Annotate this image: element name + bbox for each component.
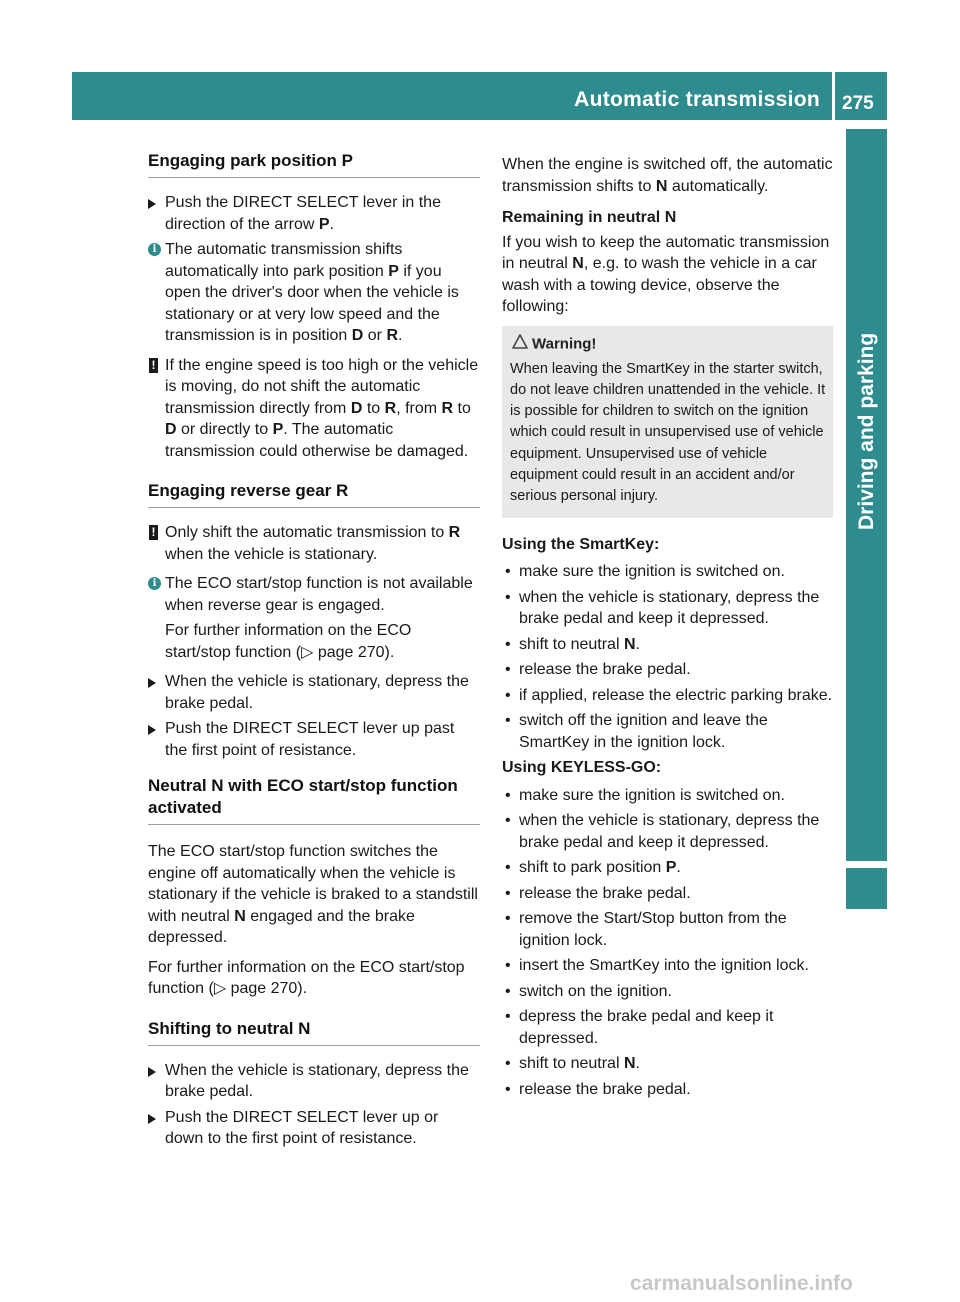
bullet-icon: •: [505, 686, 511, 704]
list-item: • release the brake pedal.: [502, 1079, 833, 1101]
para-remain-neutral: If you wish to keep the automatic transmission in neutral N, e.g. to wash the vehicle in a car wash with a towing device, observe the following:: [502, 233, 830, 315]
bullet-icon: •: [505, 1008, 511, 1026]
bullet-icon: •: [505, 786, 511, 804]
warning-heading: Warning!: [510, 334, 826, 355]
bullet-icon: •: [505, 812, 511, 830]
para-engine-off: When the engine is switched off, the automatic transmission shifts to N automatically.: [502, 156, 833, 195]
right-column: [502, 150, 833, 1104]
bullet-icon: •: [505, 957, 511, 975]
heading-neutral-eco: Neutral N with ECO start/stop function activated: [148, 775, 480, 825]
bullet-icon: •: [505, 563, 511, 581]
subheading-smartkey: Using the SmartKey:: [502, 535, 660, 553]
list-item: • switch on the ignition.: [502, 981, 833, 1003]
header-divider: [832, 72, 835, 120]
exclamation-icon: !: [149, 358, 158, 373]
para-eco-1: The ECO start/stop function switches the engine off automatically when the vehicle is stationary if the vehicle is braked to a standstill with neutral N engaged and the brake depressed.: [148, 843, 478, 946]
arrow-right-icon: [148, 1067, 156, 1077]
page-title: Automatic transmission: [574, 88, 820, 111]
arrow-right-icon: [148, 725, 156, 735]
subheading-keyless-go: Using KEYLESS-GO:: [502, 759, 662, 777]
list-item: • switch off the ignition and leave the SmartKey in the ignition lock.: [505, 712, 768, 751]
list-item: • shift to neutral N.: [502, 634, 833, 656]
arrow-right-icon: [148, 678, 156, 688]
step-park-1: Push the DIRECT SELECT lever in the direction of the arrow P.: [148, 192, 480, 235]
list-item: • make sure the ignition is switched on.: [502, 561, 833, 583]
list-item: • insert the SmartKey into the ignition lock.: [502, 955, 833, 977]
step-neutral-2: Push the DIRECT SELECT lever up or down to the first point of resistance.: [148, 1107, 480, 1150]
list-item: • when the vehicle is stationary, depress the brake pedal and keep it depressed.: [505, 588, 820, 628]
list-item: • shift to neutral N.: [502, 1053, 833, 1075]
bullet-icon: •: [505, 635, 511, 653]
step-neutral-1: When the vehicle is stationary, depress the brake pedal.: [148, 1060, 480, 1103]
bullet-icon: •: [505, 859, 511, 877]
list-item: • when the vehicle is stationary, depress the brake pedal and keep it depressed.: [505, 812, 820, 851]
side-tab-marker: [846, 868, 887, 909]
warning-triangle-icon: [512, 334, 532, 355]
heading-park-position: Engaging park position P: [148, 150, 480, 178]
heading-shift-neutral: Shifting to neutral N: [148, 1018, 480, 1046]
info-icon: i: [148, 577, 161, 590]
step-reverse-2: Push the DIRECT SELECT lever up past the first point of resistance.: [148, 718, 480, 761]
side-tab-label: Driving and parking: [855, 332, 878, 530]
arrow-right-icon: [148, 199, 156, 209]
caution-note-park: ! If the engine speed is too high or the vehicle is moving, do not shift the automatic transmission directly from D to R, from R to D or directly to P. The automatic transmission could otherwise be damaged.: [148, 355, 480, 463]
list-item: • if applied, release the electric parking brake.: [502, 685, 833, 707]
bullet-icon: •: [505, 588, 511, 606]
bullet-icon: •: [505, 910, 511, 928]
list-item: • shift to park position P.: [502, 857, 833, 879]
bullet-icon: •: [505, 884, 511, 902]
left-column: [148, 150, 480, 1154]
step-reverse-1: When the vehicle is stationary, depress the brake pedal.: [148, 671, 480, 714]
bullet-icon: •: [505, 661, 511, 679]
bullet-icon: •: [505, 982, 511, 1000]
info-note-park: i The automatic transmission shifts automatically into park position P if you open the driver's door when the vehicle is stationary or at very low speed and the transmission is in position D or R.: [148, 239, 480, 347]
list-item: • make sure the ignition is switched on.: [502, 785, 833, 807]
bullet-icon: •: [505, 712, 511, 730]
page-number: 275: [842, 93, 874, 114]
info-note-reverse: i The ECO start/stop function is not available when reverse gear is engaged.: [148, 573, 480, 616]
caution-note-reverse: ! Only shift the automatic transmission to R when the vehicle is stationary.: [148, 522, 480, 565]
arrow-right-icon: [148, 1114, 156, 1124]
para-eco-2: For further information on the ECO start/stop function (▷ page 270).: [148, 958, 465, 997]
info-icon: i: [148, 243, 161, 256]
bullet-icon: •: [505, 1055, 511, 1073]
info-note-reverse-ref: For further information on the ECO start/stop function (▷ page 270).: [165, 622, 412, 661]
warning-text: When leaving the SmartKey in the starter switch, do not leave children unattended in the vehicle. It is possible for children to switch on the ignition which could result in unsupervised use of vehicle equipment. Unsupervised use of vehicle equipment could result in an accident and/or serious personal injury.: [510, 360, 826, 505]
keyless-steps-list: [502, 785, 833, 1101]
heading-reverse-gear: Engaging reverse gear R: [148, 480, 480, 508]
footer-watermark: carmanualsonline.info: [630, 1272, 853, 1295]
exclamation-icon: !: [149, 525, 158, 540]
warning-box: [502, 326, 833, 518]
list-item: • depress the brake pedal and keep it depressed.: [505, 1008, 774, 1047]
subheading-remain-neutral: Remaining in neutral N: [502, 209, 677, 226]
smartkey-steps-list: [502, 561, 833, 753]
bullet-icon: •: [505, 1080, 511, 1098]
list-item: • release the brake pedal.: [502, 659, 833, 681]
list-item: • remove the Start/Stop button from the ignition lock.: [505, 910, 787, 949]
list-item: • release the brake pedal.: [502, 883, 833, 905]
